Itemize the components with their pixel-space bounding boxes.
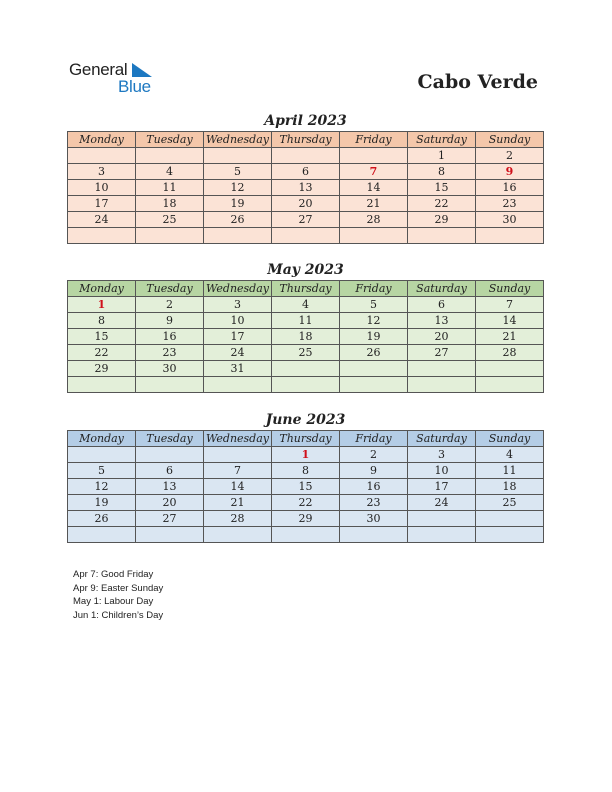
holiday-item: May 1: Labour Day xyxy=(73,596,154,608)
weekday-header: Tuesday xyxy=(136,431,204,447)
month-title: June 2023 xyxy=(265,412,346,428)
weekday-header: Friday xyxy=(340,281,408,297)
day-cell: 27 xyxy=(272,212,340,228)
empty-cell xyxy=(408,228,476,244)
day-cell: 23 xyxy=(136,345,204,361)
day-cell: 22 xyxy=(272,495,340,511)
day-cell: 22 xyxy=(68,345,136,361)
day-cell: 25 xyxy=(136,212,204,228)
week-row xyxy=(68,212,544,228)
day-cell: 14 xyxy=(340,180,408,196)
empty-cell xyxy=(136,447,204,463)
weekday-header: Wednesday xyxy=(204,431,272,447)
day-cell: 29 xyxy=(408,212,476,228)
empty-cell xyxy=(272,228,340,244)
day-cell: 12 xyxy=(340,313,408,329)
weekday-header: Wednesday xyxy=(204,132,272,148)
day-cell: 15 xyxy=(408,180,476,196)
day-cell: 3 xyxy=(68,164,136,180)
day-cell: 9 xyxy=(136,313,204,329)
day-cell: 9 xyxy=(340,463,408,479)
day-cell: 2 xyxy=(340,447,408,463)
day-cell: 6 xyxy=(272,164,340,180)
day-cell: 12 xyxy=(204,180,272,196)
weekday-header: Sunday xyxy=(476,431,544,447)
day-cell: 27 xyxy=(408,345,476,361)
holiday-item: Jun 1: Children’s Day xyxy=(73,609,164,621)
day-cell: 28 xyxy=(340,212,408,228)
holiday-item: Apr 7: Good Friday xyxy=(73,569,154,580)
calendar-grid xyxy=(67,131,544,244)
day-cell: 19 xyxy=(204,196,272,212)
empty-cell xyxy=(136,527,204,543)
day-cell: 13 xyxy=(136,479,204,495)
week-row xyxy=(68,479,544,495)
week-row xyxy=(68,329,544,345)
day-cell: 2 xyxy=(136,297,204,313)
weekday-header: Saturday xyxy=(408,431,476,447)
day-cell: 21 xyxy=(476,329,544,345)
weekday-header-row xyxy=(68,281,544,297)
empty-cell xyxy=(204,228,272,244)
day-cell: 12 xyxy=(68,479,136,495)
day-cell: 9 xyxy=(476,164,544,180)
country-title: Cabo Verde xyxy=(417,71,538,93)
logo-word-general: General xyxy=(69,60,128,79)
day-cell: 5 xyxy=(340,297,408,313)
day-cell: 22 xyxy=(408,196,476,212)
day-cell: 21 xyxy=(340,196,408,212)
week-row xyxy=(68,511,544,527)
day-cell: 7 xyxy=(476,297,544,313)
day-cell: 27 xyxy=(136,511,204,527)
day-cell: 4 xyxy=(476,447,544,463)
day-cell: 28 xyxy=(204,511,272,527)
day-cell: 19 xyxy=(340,329,408,345)
day-cell: 24 xyxy=(408,495,476,511)
empty-cell xyxy=(340,148,408,164)
day-cell: 17 xyxy=(68,196,136,212)
day-cell: 10 xyxy=(68,180,136,196)
day-cell: 13 xyxy=(408,313,476,329)
day-cell: 19 xyxy=(68,495,136,511)
month-title: April 2023 xyxy=(264,113,347,129)
empty-cell xyxy=(136,377,204,393)
empty-cell xyxy=(340,377,408,393)
empty-cell xyxy=(68,148,136,164)
weekday-header: Thursday xyxy=(272,132,340,148)
logo-triangle-icon xyxy=(132,63,152,77)
day-cell: 14 xyxy=(476,313,544,329)
week-row xyxy=(68,527,544,543)
month-title: May 2023 xyxy=(267,262,344,278)
empty-cell xyxy=(272,527,340,543)
day-cell: 14 xyxy=(204,479,272,495)
day-cell: 17 xyxy=(204,329,272,345)
day-cell: 11 xyxy=(476,463,544,479)
day-cell: 29 xyxy=(272,511,340,527)
empty-cell xyxy=(136,228,204,244)
holiday-list xyxy=(73,568,163,622)
week-row xyxy=(68,180,544,196)
empty-cell xyxy=(408,377,476,393)
day-cell: 23 xyxy=(340,495,408,511)
day-cell: 6 xyxy=(136,463,204,479)
day-cell: 30 xyxy=(136,361,204,377)
week-row xyxy=(68,228,544,244)
day-cell: 3 xyxy=(408,447,476,463)
day-cell: 1 xyxy=(272,447,340,463)
empty-cell xyxy=(408,527,476,543)
week-row xyxy=(68,463,544,479)
empty-cell xyxy=(476,228,544,244)
empty-cell xyxy=(204,527,272,543)
logo-word-blue: Blue xyxy=(118,77,151,96)
empty-cell xyxy=(340,228,408,244)
calendar-grid xyxy=(67,430,544,543)
empty-cell xyxy=(204,447,272,463)
weekday-header: Wednesday xyxy=(204,281,272,297)
empty-cell xyxy=(476,511,544,527)
day-cell: 4 xyxy=(272,297,340,313)
weekday-header: Saturday xyxy=(408,132,476,148)
week-row xyxy=(68,196,544,212)
day-cell: 24 xyxy=(68,212,136,228)
day-cell: 11 xyxy=(136,180,204,196)
day-cell: 1 xyxy=(68,297,136,313)
day-cell: 10 xyxy=(408,463,476,479)
weekday-header-row xyxy=(68,431,544,447)
week-row xyxy=(68,345,544,361)
empty-cell xyxy=(68,527,136,543)
week-row xyxy=(68,297,544,313)
day-cell: 20 xyxy=(272,196,340,212)
empty-cell xyxy=(340,361,408,377)
day-cell: 5 xyxy=(204,164,272,180)
day-cell: 30 xyxy=(340,511,408,527)
week-row xyxy=(68,495,544,511)
month-april xyxy=(67,111,544,244)
day-cell: 21 xyxy=(204,495,272,511)
week-row xyxy=(68,377,544,393)
day-cell: 29 xyxy=(68,361,136,377)
weekday-header: Tuesday xyxy=(136,281,204,297)
day-cell: 13 xyxy=(272,180,340,196)
day-cell: 31 xyxy=(204,361,272,377)
day-cell: 16 xyxy=(136,329,204,345)
day-cell: 25 xyxy=(272,345,340,361)
empty-cell xyxy=(408,511,476,527)
day-cell: 16 xyxy=(340,479,408,495)
day-cell: 8 xyxy=(68,313,136,329)
empty-cell xyxy=(476,527,544,543)
day-cell: 5 xyxy=(68,463,136,479)
weekday-header: Friday xyxy=(340,132,408,148)
day-cell: 20 xyxy=(408,329,476,345)
day-cell: 7 xyxy=(204,463,272,479)
empty-cell xyxy=(204,377,272,393)
month-may xyxy=(67,260,544,393)
day-cell: 3 xyxy=(204,297,272,313)
brand-logo xyxy=(69,60,159,96)
empty-cell xyxy=(68,447,136,463)
day-cell: 26 xyxy=(340,345,408,361)
weekday-header: Sunday xyxy=(476,281,544,297)
empty-cell xyxy=(272,361,340,377)
weekday-header: Thursday xyxy=(272,281,340,297)
week-row xyxy=(68,164,544,180)
day-cell: 11 xyxy=(272,313,340,329)
weekday-header: Monday xyxy=(68,281,136,297)
day-cell: 4 xyxy=(136,164,204,180)
weekday-header: Friday xyxy=(340,431,408,447)
day-cell: 18 xyxy=(272,329,340,345)
day-cell: 8 xyxy=(408,164,476,180)
day-cell: 23 xyxy=(476,196,544,212)
day-cell: 15 xyxy=(68,329,136,345)
day-cell: 2 xyxy=(476,148,544,164)
week-row xyxy=(68,148,544,164)
day-cell: 28 xyxy=(476,345,544,361)
weekday-header: Monday xyxy=(68,431,136,447)
weekday-header: Monday xyxy=(68,132,136,148)
month-june xyxy=(67,410,544,543)
holiday-item: Apr 9: Easter Sunday xyxy=(73,582,164,594)
weekday-header-row xyxy=(68,132,544,148)
day-cell: 18 xyxy=(476,479,544,495)
day-cell: 24 xyxy=(204,345,272,361)
empty-cell xyxy=(476,361,544,377)
empty-cell xyxy=(272,377,340,393)
weekday-header: Saturday xyxy=(408,281,476,297)
day-cell: 8 xyxy=(272,463,340,479)
day-cell: 25 xyxy=(476,495,544,511)
day-cell: 26 xyxy=(68,511,136,527)
empty-cell xyxy=(272,148,340,164)
week-row xyxy=(68,447,544,463)
day-cell: 16 xyxy=(476,180,544,196)
day-cell: 1 xyxy=(408,148,476,164)
day-cell: 30 xyxy=(476,212,544,228)
day-cell: 15 xyxy=(272,479,340,495)
day-cell: 26 xyxy=(204,212,272,228)
empty-cell xyxy=(68,377,136,393)
empty-cell xyxy=(68,228,136,244)
weekday-header: Sunday xyxy=(476,132,544,148)
day-cell: 17 xyxy=(408,479,476,495)
empty-cell xyxy=(340,527,408,543)
day-cell: 10 xyxy=(204,313,272,329)
day-cell: 7 xyxy=(340,164,408,180)
weekday-header: Tuesday xyxy=(136,132,204,148)
day-cell: 6 xyxy=(408,297,476,313)
empty-cell xyxy=(476,377,544,393)
empty-cell xyxy=(204,148,272,164)
week-row xyxy=(68,361,544,377)
weekday-header: Thursday xyxy=(272,431,340,447)
empty-cell xyxy=(408,361,476,377)
day-cell: 20 xyxy=(136,495,204,511)
week-row xyxy=(68,313,544,329)
day-cell: 18 xyxy=(136,196,204,212)
calendar-grid xyxy=(67,280,544,393)
empty-cell xyxy=(136,148,204,164)
